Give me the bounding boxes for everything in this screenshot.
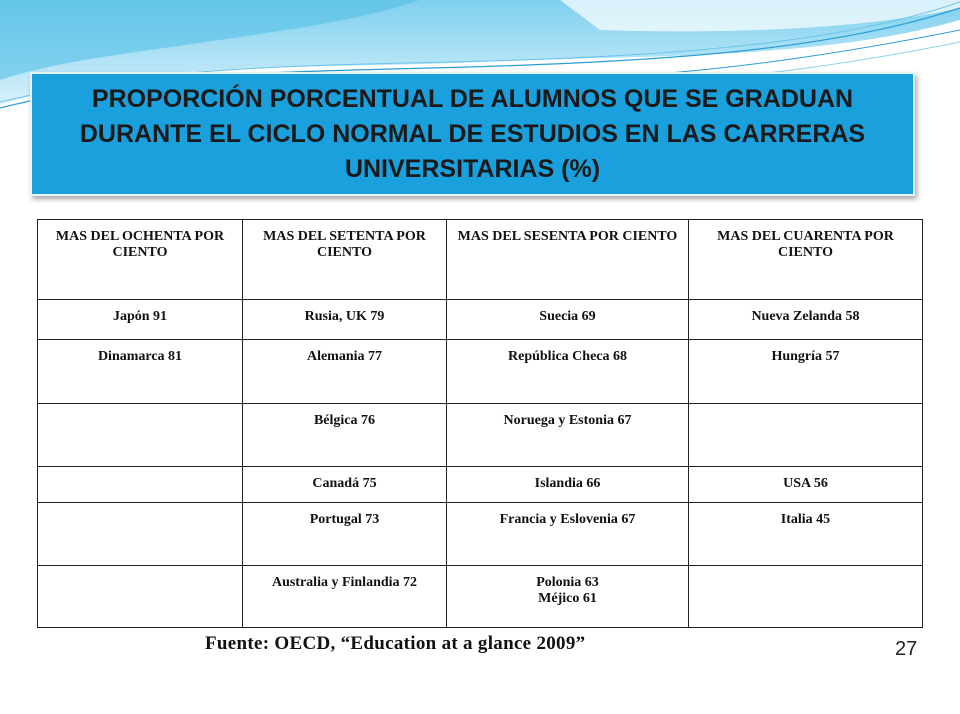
table-cell: Rusia, UK 79	[243, 300, 447, 340]
table-cell: Islandia 66	[447, 467, 689, 503]
source-citation: Fuente: OECD, “Education at a glance 2009”	[205, 633, 586, 654]
column-header: MAS DEL OCHENTA POR CIENTO	[38, 220, 243, 300]
column-header: MAS DEL SETENTA POR CIENTO	[243, 220, 447, 300]
table-cell: Italia 45	[689, 503, 923, 566]
table-cell-line: Polonia 63	[536, 575, 599, 590]
table-cell	[38, 503, 243, 566]
column-header: MAS DEL CUARENTA POR CIENTO	[689, 220, 923, 300]
table-cell	[689, 566, 923, 628]
table-cell	[38, 404, 243, 467]
page-number: 27	[895, 638, 918, 660]
table-cell: Alemania 77	[243, 340, 447, 404]
table-row	[38, 340, 923, 404]
table-cell	[447, 566, 689, 628]
table-header-row	[38, 220, 923, 300]
table-cell	[689, 404, 923, 467]
table-row	[38, 404, 923, 467]
table-cell: Japón 91	[38, 300, 243, 340]
table-row	[38, 467, 923, 503]
table-cell: Dinamarca 81	[38, 340, 243, 404]
table-row	[38, 300, 923, 340]
table-cell: Canadá 75	[243, 467, 447, 503]
table-cell	[38, 467, 243, 503]
table-cell: Hungría 57	[689, 340, 923, 404]
table-row	[38, 566, 923, 628]
table-cell: Francia y Eslovenia 67	[447, 503, 689, 566]
table-row	[38, 503, 923, 566]
table-cell-line: Méjico 61	[538, 591, 597, 606]
graduation-rate-table	[37, 219, 923, 628]
slide-title: PROPORCIÓN PORCENTUAL DE ALUMNOS QUE SE GRADUAN DURANTE EL CICLO NORMAL DE ESTUDIOS EN LAS CARRERAS UNIVERSITARIAS (%)	[79, 84, 866, 183]
title-banner	[30, 72, 915, 196]
table-cell: USA 56	[689, 467, 923, 503]
table-cell: República Checa 68	[447, 340, 689, 404]
table-cell: Australia y Finlandia 72	[243, 566, 447, 628]
table-cell: Nueva Zelanda 58	[689, 300, 923, 340]
table-cell: Bélgica 76	[243, 404, 447, 467]
table-cell	[38, 566, 243, 628]
table-cell: Portugal 73	[243, 503, 447, 566]
table-cell: Suecia 69	[447, 300, 689, 340]
column-header: MAS DEL SESENTA POR CIENTO	[447, 220, 689, 300]
table-cell: Noruega y Estonia 67	[447, 404, 689, 467]
